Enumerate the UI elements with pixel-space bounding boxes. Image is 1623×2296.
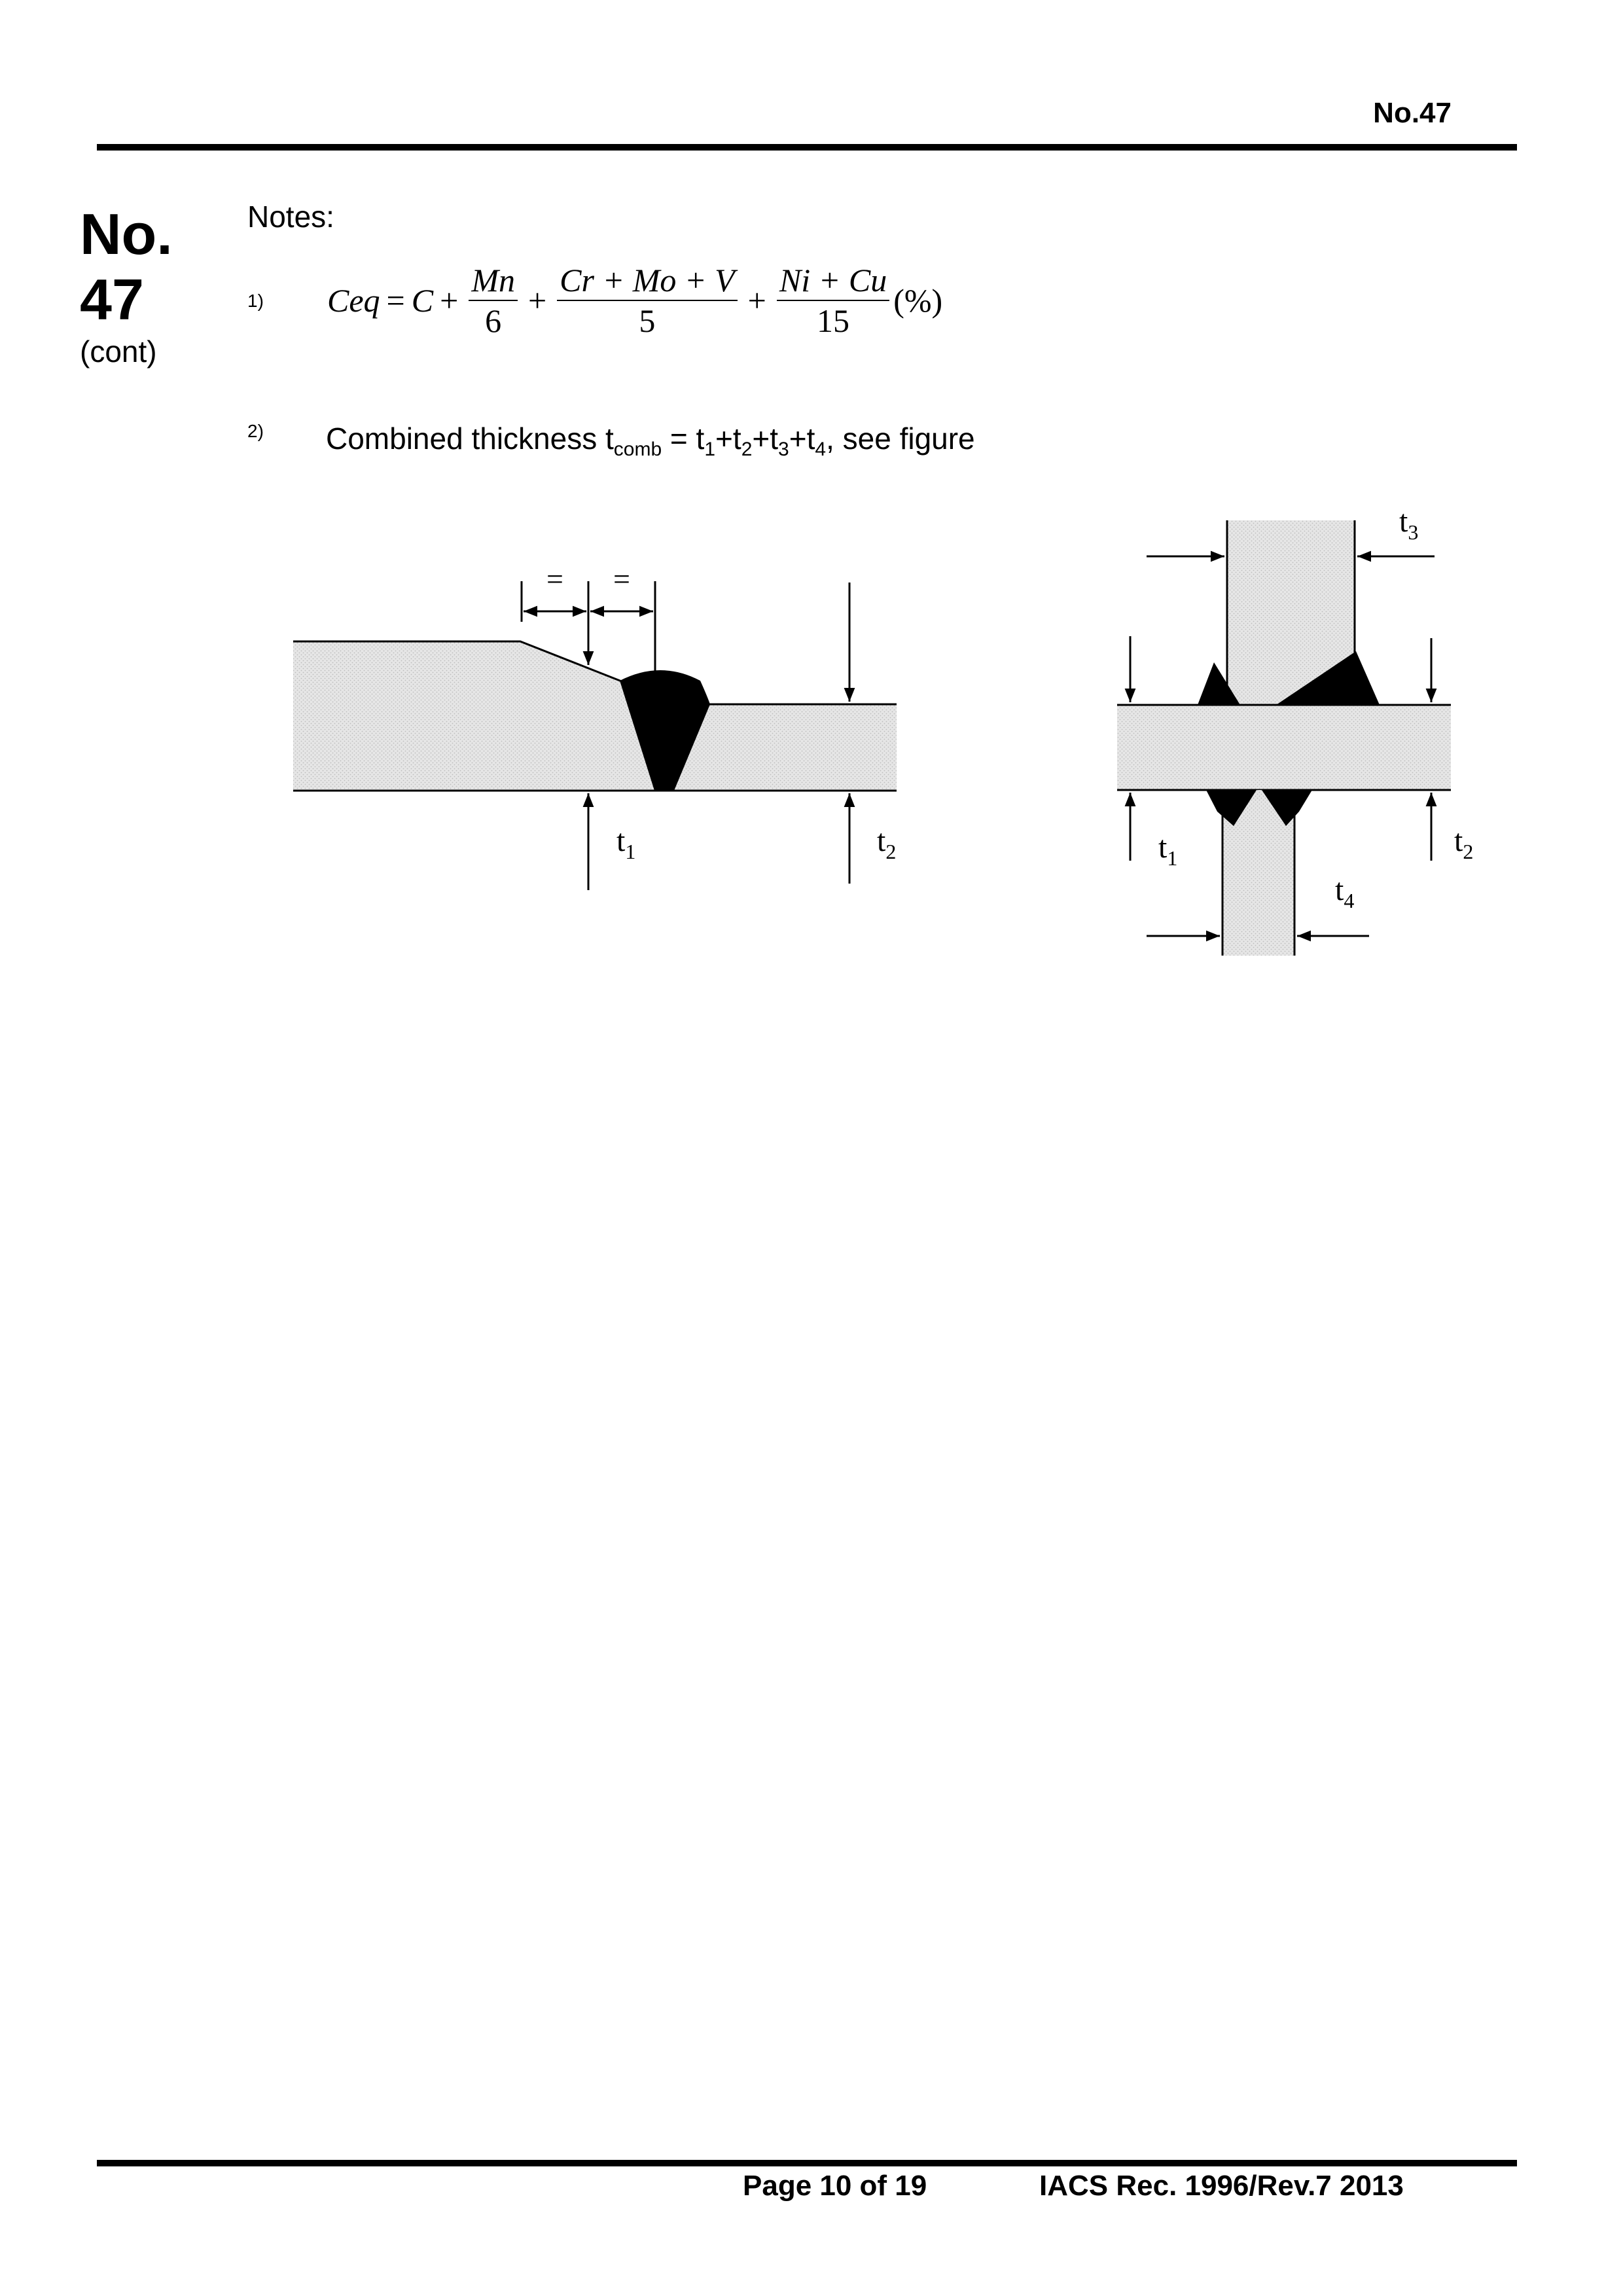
fraction-denominator: 5 — [639, 302, 656, 339]
label-t2: $t_2$ — [1454, 823, 1474, 863]
label-t4: $t_4$ — [1335, 872, 1355, 912]
footer-rule — [97, 2160, 1517, 2166]
note-2-marker: 2) — [247, 421, 264, 441]
fraction-denominator: 6 — [485, 302, 502, 339]
cruciform-joint-diagram — [1117, 504, 1473, 956]
label-t1: $t_1$ — [1158, 830, 1178, 870]
formula-plus: + — [747, 282, 766, 319]
note-subscript: 3 — [778, 439, 789, 461]
note-subscript: 2 — [741, 439, 753, 461]
header-reference: No.47 — [1373, 97, 1452, 129]
side-number: 47 — [80, 267, 144, 332]
note-text: +t — [752, 422, 779, 456]
fraction-denominator: 15 — [817, 302, 850, 339]
document-revision: IACS Rec. 1996/Rev.7 2013 — [1039, 2170, 1404, 2202]
formula-lhs: Ceq — [327, 282, 380, 319]
formula-carbon: C — [411, 282, 434, 319]
equal-mark: = — [613, 562, 630, 596]
label-t3: $t_3$ — [1399, 504, 1419, 544]
tapered-plate — [293, 641, 897, 791]
note-text: Combined thickness t — [326, 422, 614, 456]
label-t1: $t_1$ — [616, 823, 636, 863]
note-subscript: 4 — [815, 439, 827, 461]
butt-weld-diagram — [293, 562, 897, 890]
label-t2: $t_2$ — [877, 823, 897, 863]
formula-plus: + — [440, 282, 459, 319]
fraction-numerator: Ni + Cu — [777, 262, 889, 301]
side-continued-label: (cont) — [80, 334, 157, 368]
page-number: Page 10 of 19 — [743, 2170, 927, 2202]
side-number-prefix: No. — [80, 202, 173, 266]
equal-mark: = — [546, 562, 563, 596]
fraction-numerator: Cr + Mo + V — [557, 262, 737, 301]
formula-equals: = — [386, 282, 405, 319]
fraction-numerator: Mn — [469, 262, 518, 301]
note-text: +t — [715, 422, 741, 456]
note-subscript: comb — [613, 439, 662, 461]
note-text: , see figure — [826, 422, 975, 456]
formula-unit: (%) — [893, 282, 943, 319]
note-1-marker: 1) — [247, 291, 264, 311]
note-subscript: 1 — [704, 439, 716, 461]
note-text: +t — [789, 422, 815, 456]
formula-plus: + — [527, 282, 547, 319]
horizontal-plate — [1117, 705, 1451, 790]
note-text: = t — [662, 422, 705, 456]
notes-heading: Notes: — [247, 200, 334, 234]
